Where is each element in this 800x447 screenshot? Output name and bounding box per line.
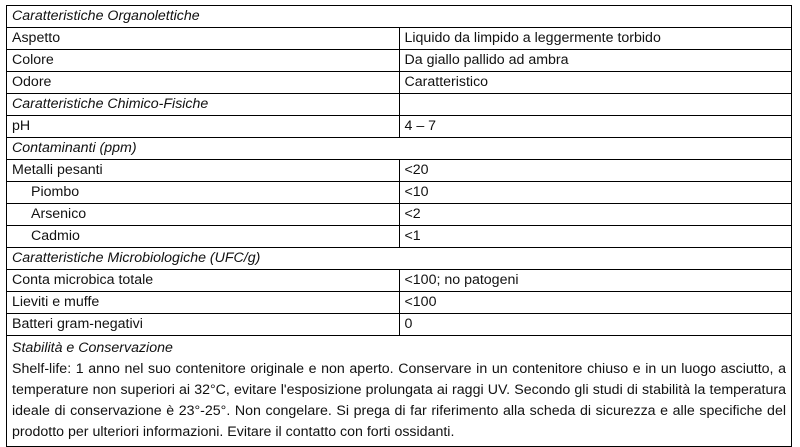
table-row <box>7 204 792 226</box>
table-row <box>7 72 792 94</box>
row-value: <2 <box>399 204 792 226</box>
table-row <box>7 50 792 72</box>
row-label: Piombo <box>7 182 400 204</box>
table-row <box>7 292 792 314</box>
row-value: <100; no patogeni <box>399 270 792 292</box>
section-title-microbiologiche: Caratteristiche Microbiologiche (UFC/g) <box>7 248 792 270</box>
row-label: Conta microbica totale <box>7 270 400 292</box>
specification-table <box>6 5 792 447</box>
section-row <box>7 248 792 270</box>
row-value: 0 <box>399 314 792 336</box>
row-value: Caratteristico <box>399 72 792 94</box>
row-value: <10 <box>399 182 792 204</box>
table-row <box>7 182 792 204</box>
row-value: <1 <box>399 226 792 248</box>
stability-notes-text: Shelf-life: 1 anno nel suo contenitore originale e non aperto. Conservare in un contenitore chiuso e in un luogo asciutto, a temperature non superiori ai 32°C, evitare l'esposizione prolungata ai raggi UV. Secondo gli studi di stabilità la temperatura ideale di conservazione è 23°-25°. Non congelare. Si prega di far riferimento alla scheda di sicurezza e alle specifiche del prodotto per ulteriori informazioni. Evitare il contatto con forti ossidanti. <box>12 361 786 440</box>
empty-cell <box>399 94 792 116</box>
table-row <box>7 270 792 292</box>
row-label: Odore <box>7 72 400 94</box>
row-value: <20 <box>399 160 792 182</box>
row-label: pH <box>7 116 400 138</box>
specification-sheet <box>6 5 792 447</box>
section-title-organolettiche: Caratteristiche Organolettiche <box>7 6 792 28</box>
row-label: Arsenico <box>7 204 400 226</box>
row-value: <100 <box>399 292 792 314</box>
table-row <box>7 226 792 248</box>
row-value: 4 – 7 <box>399 116 792 138</box>
table-row <box>7 160 792 182</box>
table-row <box>7 116 792 138</box>
table-row <box>7 314 792 336</box>
row-label: Aspetto <box>7 28 400 50</box>
section-row <box>7 138 792 160</box>
section-title-stabilita: Stabilità e Conservazione <box>12 340 173 356</box>
section-row <box>7 94 792 116</box>
row-label: Colore <box>7 50 400 72</box>
row-value: Liquido da limpido a leggermente torbido <box>399 28 792 50</box>
table-row <box>7 28 792 50</box>
row-label: Batteri gram-negativi <box>7 314 400 336</box>
row-label: Lieviti e muffe <box>7 292 400 314</box>
row-value: Da giallo pallido ad ambra <box>399 50 792 72</box>
section-title-chimico-fisiche: Caratteristiche Chimico-Fisiche <box>7 94 400 116</box>
section-title-contaminanti: Contaminanti (ppm) <box>7 138 792 160</box>
row-label: Metalli pesanti <box>7 160 400 182</box>
section-row <box>7 6 792 28</box>
row-label: Cadmio <box>7 226 400 248</box>
